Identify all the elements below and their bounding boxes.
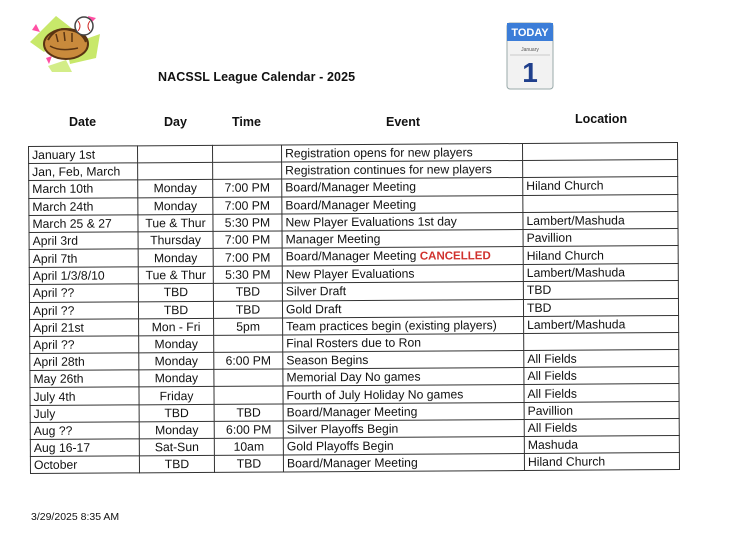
cell-day <box>139 318 214 336</box>
calendar-table <box>28 142 680 474</box>
cell-event <box>282 178 523 197</box>
cell-day <box>139 456 214 474</box>
cell-date-text: April ?? <box>32 286 75 301</box>
cell-time <box>213 179 282 197</box>
cell-time <box>214 421 283 439</box>
cell-day-text: Tue & Thur <box>145 215 206 231</box>
cell-location <box>524 350 679 368</box>
cell-date <box>30 336 139 354</box>
cell-date-text: Aug 16-17 <box>33 440 91 456</box>
cell-date <box>29 146 138 164</box>
cell-event-text: New Player Evaluations <box>285 266 415 282</box>
cell-day-text: Tue & Thur <box>145 268 206 283</box>
calendar-today-icon <box>506 22 554 90</box>
cell-time <box>213 300 282 318</box>
cell-time-text: TBD <box>235 302 261 317</box>
header-location: Location <box>575 112 628 126</box>
today-day: 1 <box>522 57 538 88</box>
cell-event-text: Registration continues for new players <box>285 162 492 178</box>
cell-location-text: Pavillion <box>526 230 573 245</box>
cell-day-text: Monday <box>154 371 199 386</box>
cell-date <box>29 301 138 319</box>
cell-date <box>30 387 139 405</box>
cell-time <box>213 214 282 232</box>
cell-event-text: Board/Manager Meeting <box>285 180 417 195</box>
cell-location <box>524 332 679 350</box>
cell-time-text: 5:30 PM <box>225 267 271 283</box>
header-date: Date <box>69 115 97 129</box>
cell-location <box>523 194 678 212</box>
cell-date-text: July <box>33 406 56 421</box>
cell-date <box>29 232 138 250</box>
cell-event <box>283 436 524 455</box>
cell-location <box>524 384 679 402</box>
cell-day-text: Monday <box>153 198 198 213</box>
cell-date-text: March 24th <box>32 199 94 214</box>
cell-location-text: All Fields <box>527 351 577 367</box>
cell-location-text: All Fields <box>527 386 578 401</box>
cell-date-text: October <box>33 457 78 473</box>
cell-day-text: Monday <box>153 181 197 196</box>
cell-time <box>213 283 282 301</box>
cell-event-text: Manager Meeting <box>285 231 381 247</box>
cell-time <box>212 145 281 163</box>
cell-date <box>30 353 139 371</box>
cell-date-text: Aug ?? <box>33 423 73 438</box>
cell-day <box>138 266 213 284</box>
cell-day-text: TBD <box>163 302 189 317</box>
cell-date <box>30 422 139 440</box>
cell-event-text: Team practices begin (existing players) <box>286 317 497 334</box>
cell-date-text: March 25 & 27 <box>32 216 112 231</box>
cell-time-text: 6:00 PM <box>225 422 272 437</box>
cell-time-text: 7:00 PM <box>224 250 271 265</box>
cell-day <box>139 421 214 439</box>
cell-day-text: Monday <box>155 422 199 438</box>
cell-date-text: April 21st <box>33 320 84 335</box>
cell-location-text: Hiland Church <box>526 248 604 263</box>
cell-event-text: Memorial Day No games <box>286 369 421 385</box>
cell-day-text: TBD <box>163 285 189 300</box>
cell-day <box>138 284 213 302</box>
cell-day-text: Friday <box>159 388 194 403</box>
cell-event <box>281 143 522 162</box>
cell-time <box>214 455 283 473</box>
cell-day <box>138 301 213 319</box>
cell-location <box>524 367 679 385</box>
cell-date <box>29 163 138 181</box>
cell-time-text: 7:00 PM <box>224 180 270 196</box>
cell-date-text: January 1st <box>32 147 96 163</box>
cell-location-text: Lambert/Mashuda <box>527 317 626 332</box>
cell-event-text: Season Begins <box>286 353 369 368</box>
cell-day-text: Mon - Fri <box>151 319 201 335</box>
cell-day <box>139 370 214 388</box>
cell-day-text: Thursday <box>150 232 202 248</box>
table-row <box>30 453 679 474</box>
cell-event <box>282 299 523 318</box>
cancelled-badge: CANCELLED <box>419 250 491 263</box>
cell-date <box>29 215 138 233</box>
cell-time <box>214 386 283 404</box>
cell-date-text: July 4th <box>33 389 76 404</box>
cell-location <box>523 281 678 299</box>
cell-time-text: 10am <box>233 439 265 454</box>
cell-time-text: 5pm <box>236 319 261 334</box>
cell-time <box>214 352 283 370</box>
cell-location-text: TBD <box>526 300 552 315</box>
cell-day <box>139 438 214 456</box>
cell-event <box>283 333 524 352</box>
cell-event-text: New Player Evaluations 1st day <box>285 214 457 230</box>
cell-time-text: 6:00 PM <box>225 353 272 368</box>
cell-event <box>282 195 523 214</box>
cell-time-text: TBD <box>235 284 261 300</box>
cell-location <box>524 315 679 333</box>
cell-day <box>138 214 213 232</box>
cell-event <box>282 161 523 180</box>
cell-event-text: Board/Manager Meeting <box>285 248 420 264</box>
cell-date <box>29 197 138 215</box>
header-event: Event <box>386 115 421 129</box>
cell-event-text: Gold Playoffs Begin <box>286 438 394 454</box>
cell-event <box>283 351 524 370</box>
cell-event <box>283 385 524 404</box>
cell-location <box>523 298 678 316</box>
cell-time <box>213 162 282 180</box>
cell-location-text: Hiland Church <box>527 454 606 470</box>
cell-date <box>30 439 139 457</box>
cell-location <box>523 246 678 265</box>
cell-event-text: Gold Draft <box>285 301 342 317</box>
cell-location-text: Lambert/Mashuda <box>526 265 626 281</box>
cell-event <box>282 282 523 301</box>
cell-date <box>30 319 139 337</box>
cell-day-text: TBD <box>164 457 190 472</box>
cell-event <box>282 212 523 231</box>
footer-timestamp: 3/29/2025 8:35 AM <box>31 511 120 523</box>
cell-day <box>139 387 214 405</box>
cell-location <box>523 264 678 282</box>
cell-date-text: April ?? <box>33 337 75 352</box>
cell-location-text: Hiland Church <box>526 178 604 194</box>
cell-event <box>282 229 523 248</box>
cell-date-text: April 28th <box>33 354 85 370</box>
cell-day <box>138 197 213 215</box>
cell-event-text: Board/Manager Meeting <box>285 197 417 213</box>
cell-date-text: Jan, Feb, March <box>32 164 121 180</box>
today-label: TODAY <box>511 27 549 39</box>
cell-location <box>524 418 679 436</box>
cell-date <box>29 267 138 285</box>
cell-location <box>524 401 679 419</box>
cell-location <box>523 160 678 178</box>
header-day: Day <box>164 115 187 129</box>
cell-day-text: Monday <box>154 354 199 369</box>
cell-event <box>283 316 524 335</box>
cell-time-text: TBD <box>236 405 261 420</box>
today-month: January <box>521 47 539 53</box>
cell-date <box>29 284 138 302</box>
cell-location-text: All Fields <box>527 368 577 384</box>
cell-day <box>138 248 213 266</box>
cell-time-text: 7:00 PM <box>224 232 271 247</box>
cell-location <box>523 211 678 229</box>
cell-event <box>283 419 524 438</box>
cell-day <box>139 404 214 422</box>
cell-event-text: Silver Playoffs Begin <box>286 421 399 437</box>
page-title: NACSSL League Calendar - 2025 <box>158 70 356 84</box>
cell-event <box>282 265 523 284</box>
cell-location <box>524 436 679 454</box>
cell-location-text: TBD <box>526 283 552 298</box>
cell-time <box>213 231 282 249</box>
cell-date <box>30 456 139 474</box>
cell-event <box>283 368 524 387</box>
baseball-glove-logo-icon <box>26 12 104 74</box>
cell-location <box>522 143 677 161</box>
cell-location-text: Pavillion <box>527 403 574 418</box>
cell-time <box>214 404 283 422</box>
cell-location <box>523 177 678 195</box>
cell-time <box>214 369 283 387</box>
cell-location <box>523 228 678 246</box>
cell-event-text: Silver Draft <box>285 284 347 299</box>
cell-event <box>283 402 524 421</box>
header-time: Time <box>232 115 261 129</box>
cell-day <box>138 231 213 249</box>
cell-event <box>283 454 524 473</box>
cell-date-text: April 7th <box>32 251 78 266</box>
cell-date-text: March 10th <box>32 182 94 197</box>
cell-time-text: 7:00 PM <box>224 198 271 213</box>
cell-date-text: May 26th <box>33 372 84 387</box>
cell-time <box>214 438 283 456</box>
cell-event-text: Board/Manager Meeting <box>286 404 418 420</box>
cell-day <box>138 180 213 198</box>
cell-event <box>282 247 523 266</box>
cell-day-text: Monday <box>154 336 198 352</box>
cell-date <box>29 249 138 268</box>
cell-time <box>213 266 282 284</box>
cell-date-text: April ?? <box>32 303 75 318</box>
cell-event-text: Board/Manager Meeting <box>286 455 418 471</box>
cell-time <box>213 197 282 215</box>
cell-day <box>139 352 214 370</box>
cell-location-text: Lambert/Mashuda <box>526 213 625 228</box>
cell-day <box>139 335 214 353</box>
cell-time <box>214 318 283 336</box>
cell-time-text: TBD <box>236 456 262 472</box>
cell-time <box>214 335 283 353</box>
cell-event-text: Registration opens for new players <box>285 145 473 161</box>
cell-time-text: 5:30 PM <box>224 215 271 230</box>
cell-date <box>30 404 139 422</box>
cell-day-text: Sat-Sun <box>154 440 199 455</box>
cell-time <box>213 248 282 266</box>
cell-date <box>29 180 138 198</box>
cell-day <box>138 163 213 181</box>
cell-event-text: Fourth of July Holiday No games <box>286 386 464 402</box>
cell-day-text: Monday <box>153 250 198 265</box>
cell-date-text: April 1/3/8/10 <box>32 268 105 284</box>
cell-location <box>524 453 679 471</box>
cell-day <box>138 145 213 163</box>
cell-date <box>30 370 139 388</box>
cell-day-text: TBD <box>164 405 189 420</box>
cell-event-text: Final Rosters due to Ron <box>286 335 422 351</box>
cell-location-text: All Fields <box>527 420 578 435</box>
cell-location-text: Mashuda <box>527 437 579 453</box>
cell-date-text: April 3rd <box>32 233 79 249</box>
